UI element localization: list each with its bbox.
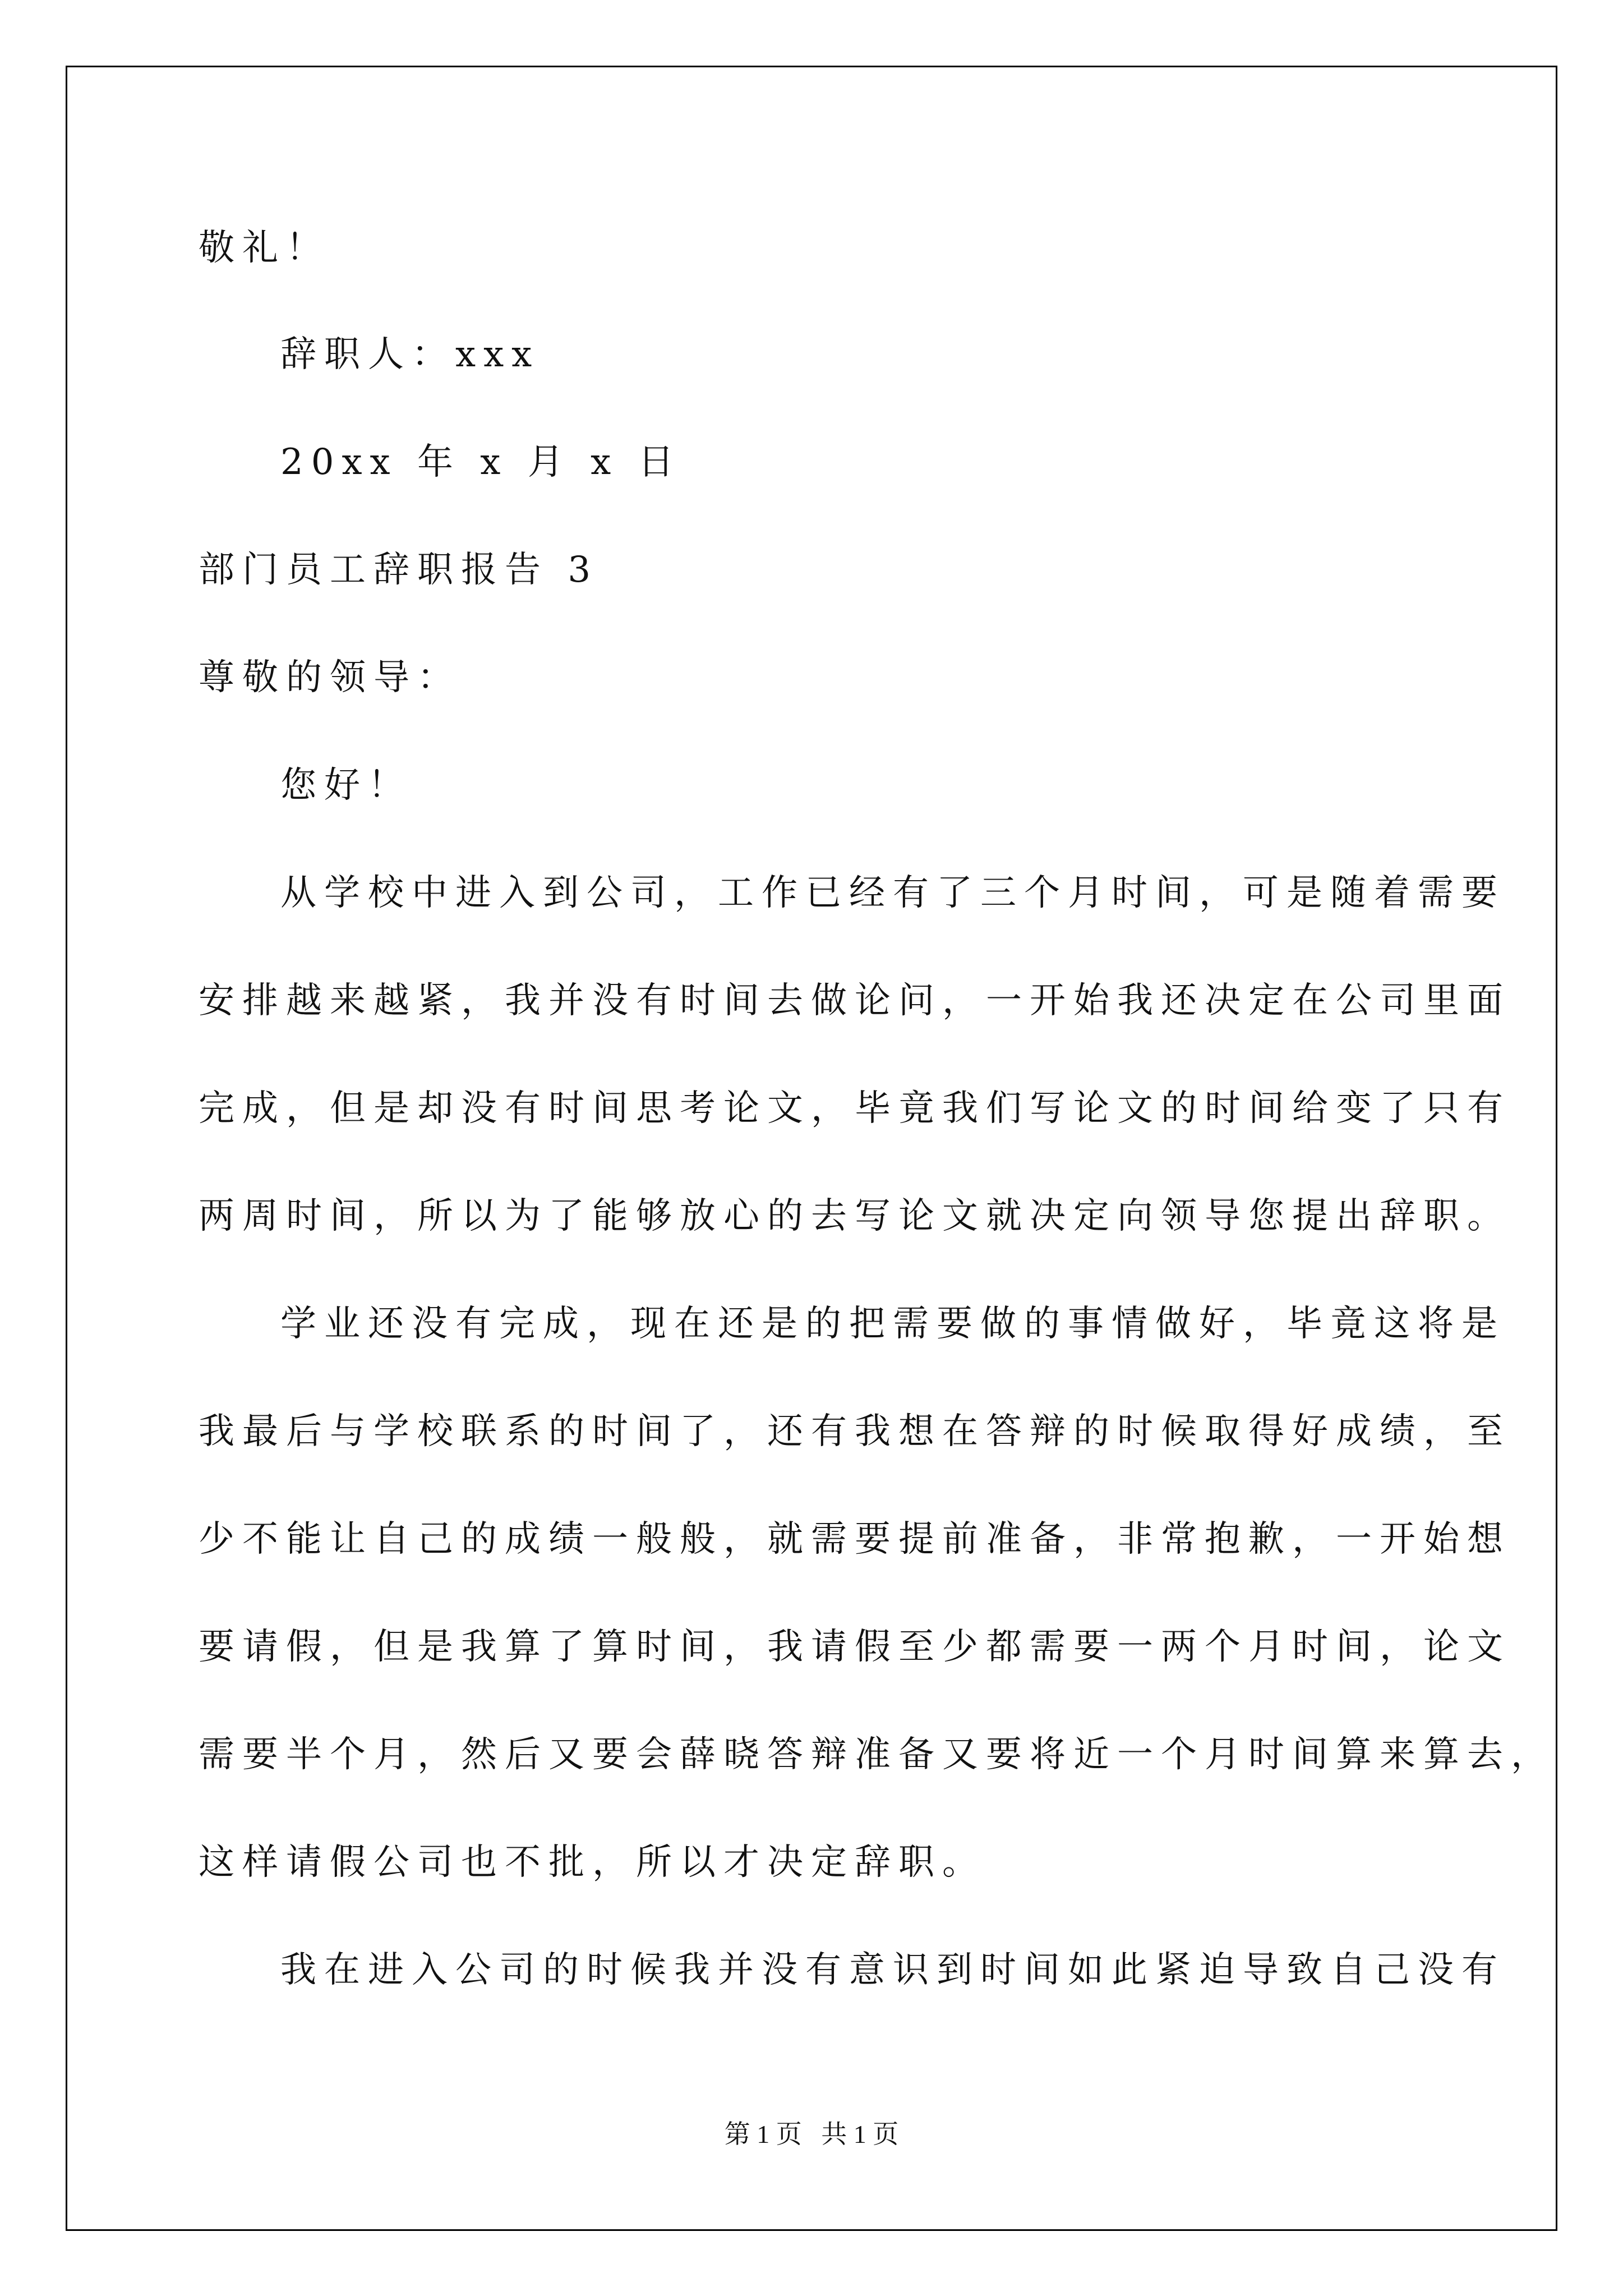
paragraph-line: 完成，但是却没有时间思考论文，毕竟我们写论文的时间给变了只有 xyxy=(199,1088,1511,1129)
date-line: 20xx 年 x 月 x 日 xyxy=(280,441,682,483)
section-heading: 部门员工辞职报告 3 xyxy=(199,549,599,591)
signature-line: 辞职人：xxx xyxy=(280,334,540,375)
closing-salutation: 敬礼！ xyxy=(199,227,330,269)
paragraph-line: 要请假，但是我算了算时间，我请假至少都需要一两个月时间，论文 xyxy=(199,1626,1511,1668)
paragraph-line: 安排越来越紧，我并没有时间去做论问，一开始我还决定在公司里面 xyxy=(199,980,1511,1022)
paragraph-line: 这样请假公司也不批，所以才决定辞职。 xyxy=(199,1842,986,1883)
paragraph-line: 我在进入公司的时候我并没有意识到时间如此紧迫导致自己没有 xyxy=(280,1949,1505,1991)
paragraph-line: 我最后与学校联系的时间了，还有我想在答辩的时候取得好成绩，至 xyxy=(199,1411,1511,1452)
paragraph-line: 少不能让自己的成绩一般般，就需要提前准备，非常抱歉，一开始想 xyxy=(199,1519,1511,1560)
salutation: 尊敬的领导： xyxy=(199,657,461,698)
paragraph-line: 学业还没有完成，现在还是的把需要做的事情做好，毕竟这将是 xyxy=(280,1303,1505,1345)
page-border xyxy=(66,66,1557,2231)
paragraph-line: 需要半个月，然后又要会薛晓答辩准备又要将近一个月时间算来算去， xyxy=(199,1734,1555,1775)
page-number-footer: 第 1 页 共 1 页 xyxy=(724,2120,899,2148)
greeting: 您好！ xyxy=(280,765,412,806)
paragraph-line: 两周时间，所以为了能够放心的去写论文就决定向领导您提出辞职。 xyxy=(199,1195,1511,1237)
paragraph-line: 从学校中进入到公司，工作已经有了三个月时间，可是随着需要 xyxy=(280,872,1505,914)
